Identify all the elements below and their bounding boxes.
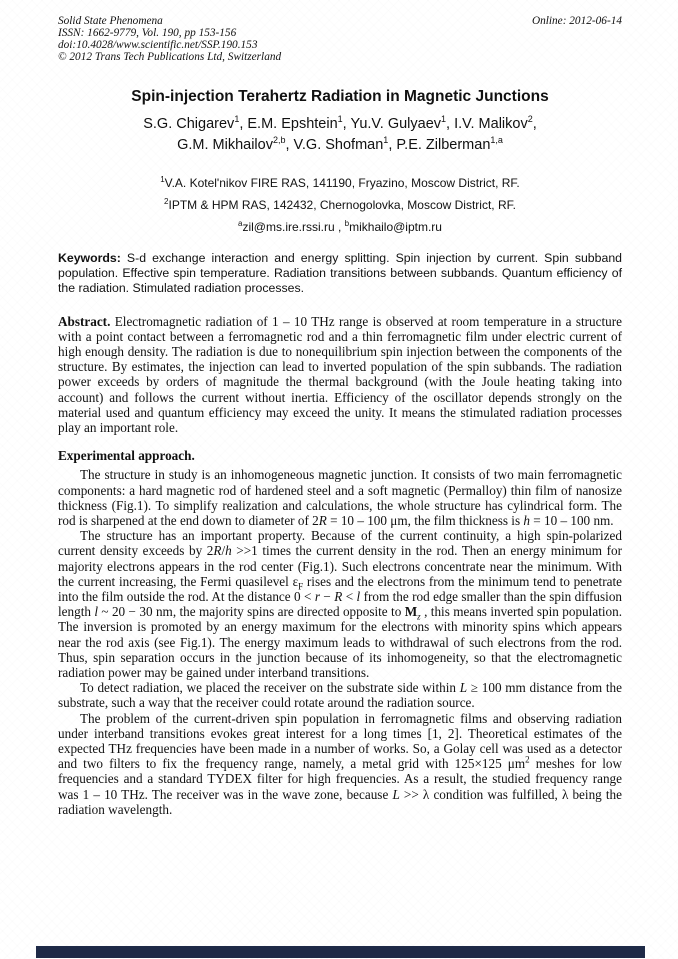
footer-bar (36, 946, 645, 958)
body-paragraph-1: The structure in study is an inhomogeneous magnetic junction. It consists of two main ferromagnetic components: a hard magnetic rod of hardened steel and a soft magnetic (Permalloy) thin film of nanosize thickness (Fig.1). To simplify realization and calculations, the whole structure has cylindrical form. The rod is sharpened at the end down to diameter of 2R = 10 – 100 μm, the film thickness is h = 10 – 100 nm. (58, 467, 622, 528)
journal-name: Solid State Phenomena (58, 15, 163, 27)
paper-title: Spin-injection Terahertz Radiation in Magnetic Junctions (131, 87, 549, 105)
keywords-paragraph: Keywords: S-d exchange interaction and energy splitting. Spin injection by current. Spin subband population. Effective spin temperature. Radiation transitions between subbands. Quantum efficiency of the radiation. Stimulated radiation processes. (58, 250, 622, 296)
body-paragraph-4: The problem of the current-driven spin population in ferromagnetic films and observing radiation under interband transitions evokes great interest for a long times [1, 2]. Theoretical estimates of the expected THz frequencies have been made in a number of works. So, a Golay cell was used as a detector and two filters to fix the frequency range, namely, a metal grid with 125×125 $\mu m^2$ meshes for low frequencies and a standard TYDEX filter for high frequencies. As a result, the studied frequency range was 1 – 10 THz. The receiver was in the wave zone, because L >> λ condition was fulfilled, λ being the radiation wavelength. (58, 710, 623, 817)
copyright-line: © 2012 Trans Tech Publications Ltd, Switzerland (58, 50, 282, 63)
abstract-paragraph: Abstract. Electromagnetic radiation of 1 – 10 THz range is observed at room temperature in a structure with a point contact between a ferromagnetic rod and a thin ferromagnetic film under electric current of high enough density. The radiation is due to nonequilibrium spin injection between the components of the structure. By estimates, the injection can lead to inverted population of the spin subbands. The radiation power exceeds by orders of magnitude the thermal background (with the Joule heating taking into account) and follows the current without inertia. Efficiency of the oscillator depends strongly on the material used and quantum efficiency may exceed the unity. It means the stimulated radiation processes play an important role. (58, 313, 622, 435)
authors-line-1: S.G. Chigarev$^1$, E.M. Epshtein$^1$, Yu.V. Gulyaev$^1$, I.V. Malikov$^2$, (143, 113, 537, 132)
affiliations-block (58, 172, 622, 238)
author-emails: $^a$zil@ms.ire.rssi.ru , $^b$mikhailo@iptm.ru (238, 218, 442, 234)
authors-line-2: G.M. Mikhailov$^{2,b}$, V.G. Shofman$^1$, P.E. Zilberman$^{1,a}$ (177, 134, 503, 153)
journal-header-left (58, 16, 281, 64)
body-paragraph-2: The structure has an important property. Because of the current continuity, a high spin-polarized current density exceeds by 2R/h >>1 times the current density in the rod. Then an energy minimum for majority electrons appears in the rod center (Fig.1). Such electrons concentrate near the minimum. With the current increasing, the Fermi quasilevel $\varepsilon_F$ rises and the electrons from the minimum tend to penetrate into the film outside the rod. At the distance 0 < r − R < l from the rod edge smaller than the spin diffusion length l ~ 20 − 30 nm, the majority spins are directed opposite to $M_z$ , this means inverted spin population. The inversion is promoted by an energy maximum for the electrons with minority spins which appears near the rod axis (see Fig.1). The energy maximum leads to withdrawal of such electrons from the rod. Thus, spin separation occurs in the junction because of its inhomogeneity, so that the electromagnetic radiation power may be gained under interband transitions. (58, 528, 623, 680)
affiliation-2: $^2$IPTM & HPM RAS, 142432, Chernogolovka, Moscow District, RF. (164, 196, 516, 212)
issn-line: ISSN: 1662-9779, Vol. 190, pp 153-156 (58, 26, 237, 39)
affiliation-1: $^1$V.A. Kotel'nikov FIRE RAS, 141190, Fryazino, Moscow District, RF. (160, 174, 520, 190)
doi-line: doi:10.4028/www.scientific.net/SSP.190.153 (58, 38, 258, 51)
body-paragraph-3: To detect radiation, we placed the receiver on the substrate side within L ≥ 100 mm distance from the substrate, such a way that the receiver could rotate around the radiation source. (58, 680, 622, 711)
authors-block (58, 114, 622, 156)
journal-header (58, 16, 622, 64)
online-date: Online: 2012-06-14 (531, 15, 622, 27)
section-heading-experimental: Experimental approach. (58, 448, 195, 464)
